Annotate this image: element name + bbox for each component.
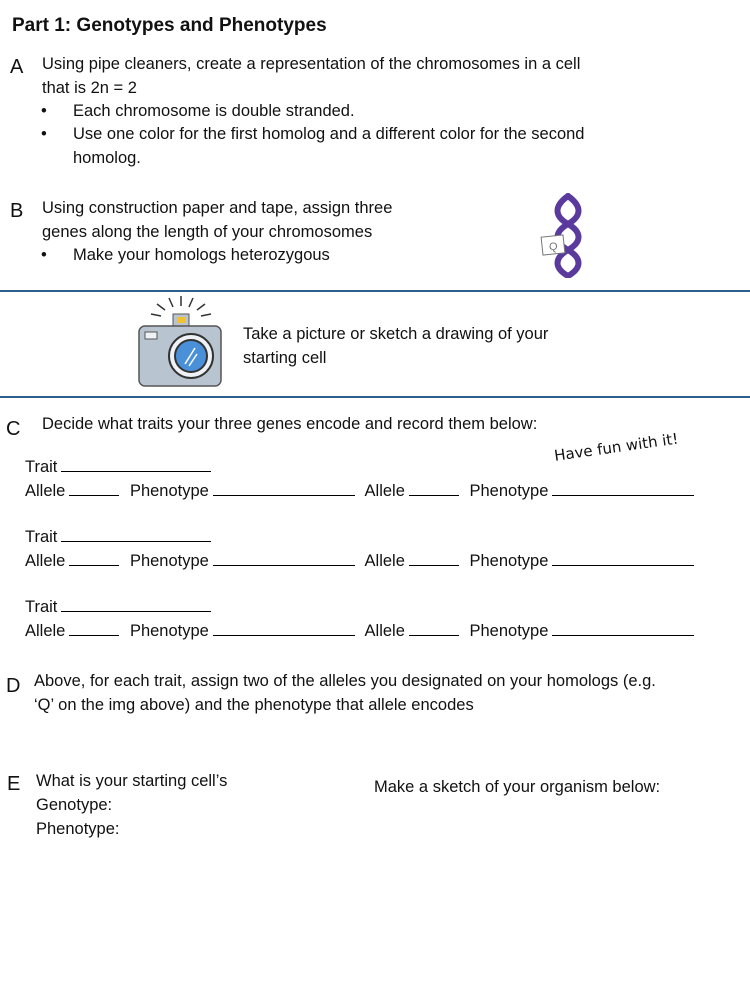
allele-blank[interactable] <box>409 551 459 566</box>
phenotype-label: Phenotype <box>129 482 209 500</box>
section-a-bullet1: • Each chromosome is double stranded. <box>73 102 355 121</box>
allele-row <box>25 621 700 641</box>
allele-blank[interactable] <box>69 551 119 566</box>
section-d-line1: Above, for each trait, assign two of the alleles you designated on your homologs (e.g. <box>34 672 656 690</box>
trait-label: Trait <box>25 598 58 616</box>
page-title: Part 1: Genotypes and Phenotypes <box>12 15 327 36</box>
phenotype-blank[interactable] <box>552 621 694 636</box>
allele-row <box>25 481 700 501</box>
bottom-rule <box>0 396 750 398</box>
allele-blank[interactable] <box>409 481 459 496</box>
trait-blank[interactable] <box>61 457 211 472</box>
trait-blank[interactable] <box>61 527 211 542</box>
allele-label: Allele <box>364 552 405 570</box>
section-d-letter: D <box>6 675 21 697</box>
section-a-letter: A <box>10 56 24 78</box>
section-d-line2: ‘Q’ on the img above) and the phenotype that allele encodes <box>34 696 474 714</box>
allele-label: Allele <box>364 482 405 500</box>
allele-label: Allele <box>25 622 66 640</box>
allele-label: Allele <box>364 622 405 640</box>
section-a-bullet2-cont: homolog. <box>73 149 141 167</box>
allele-blank[interactable] <box>409 621 459 636</box>
camera-icon <box>135 292 227 392</box>
allele-row <box>25 551 700 571</box>
section-b-line1: Using construction paper and tape, assign three <box>42 199 393 217</box>
section-b-line2: genes along the length of your chromosomes <box>42 223 373 241</box>
phenotype-label: Phenotype <box>129 622 209 640</box>
genotype-label: Genotype: <box>36 796 113 814</box>
top-rule <box>0 290 750 292</box>
chromosome-illustration <box>538 192 598 278</box>
allele-blank[interactable] <box>69 621 119 636</box>
section-c-letter: C <box>6 418 21 440</box>
section-e-letter: E <box>7 773 21 795</box>
phenotype-answer-label: Phenotype: <box>36 820 120 838</box>
phenotype-blank[interactable] <box>213 551 355 566</box>
phenotype-label: Phenotype <box>469 552 549 570</box>
section-b-letter: B <box>10 200 24 222</box>
phenotype-label: Phenotype <box>469 482 549 500</box>
trait-label: Trait <box>25 458 58 476</box>
phenotype-blank[interactable] <box>552 551 694 566</box>
photo-line2: starting cell <box>243 349 327 367</box>
section-a-line1: Using pipe cleaners, create a representation of the chromosomes in a cell <box>42 55 581 73</box>
trait-row <box>25 457 217 477</box>
trait-label: Trait <box>25 528 58 546</box>
trait-row <box>25 597 217 617</box>
section-e-line1: What is your starting cell’s <box>36 772 228 790</box>
flag-label: Q <box>549 241 558 253</box>
section-a-bullet2: • Use one color for the first homolog and a different color for the second <box>73 125 584 144</box>
phenotype-label: Phenotype <box>129 552 209 570</box>
allele-blank[interactable] <box>69 481 119 496</box>
phenotype-label: Phenotype <box>469 622 549 640</box>
section-c-prompt: Decide what traits your three genes encode and record them below: <box>42 415 538 433</box>
allele-label: Allele <box>25 482 66 500</box>
trait-blank[interactable] <box>61 597 211 612</box>
section-a-line2: that is 2n = 2 <box>42 79 137 97</box>
phenotype-blank[interactable] <box>213 481 355 496</box>
sketch-prompt: Make a sketch of your organism below: <box>374 778 661 796</box>
photo-line1: Take a picture or sketch a drawing of your <box>243 325 549 343</box>
section-b-bullet1: • Make your homologs heterozygous <box>73 246 330 265</box>
have-fun-note: Have fun with it! <box>553 429 680 465</box>
allele-label: Allele <box>25 552 66 570</box>
phenotype-blank[interactable] <box>213 621 355 636</box>
trait-row <box>25 527 217 547</box>
phenotype-blank[interactable] <box>552 481 694 496</box>
